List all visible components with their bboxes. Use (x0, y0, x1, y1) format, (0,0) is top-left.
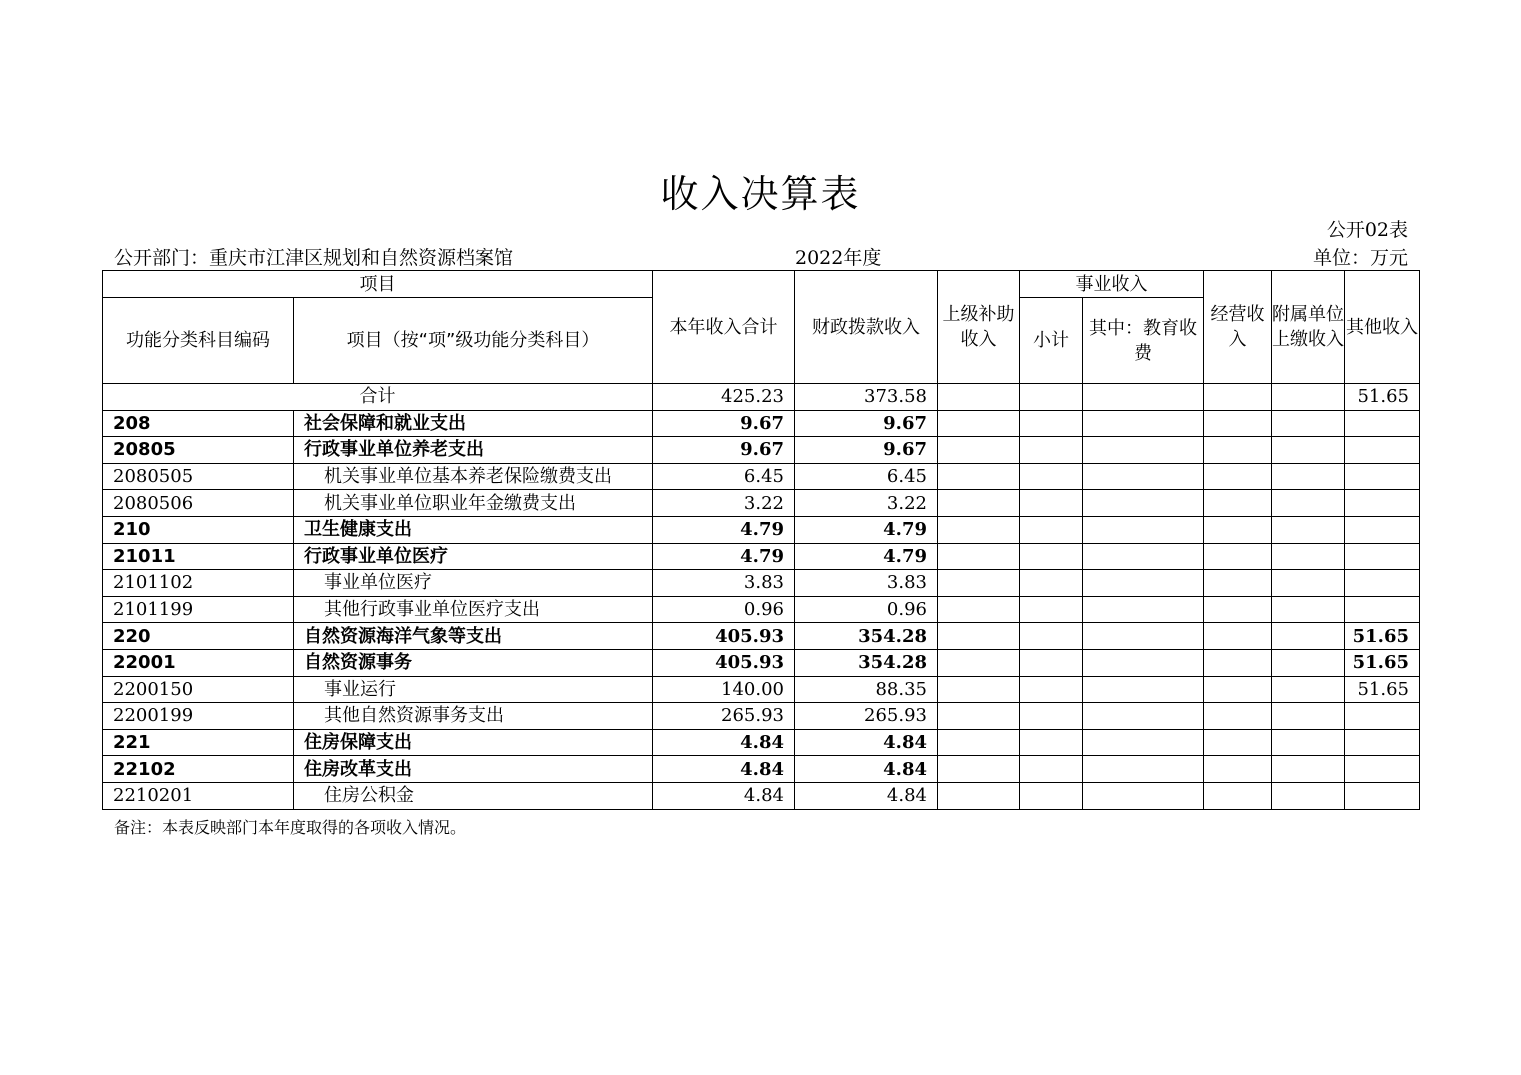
row-other (1345, 410, 1420, 437)
department-label: 公开部门：重庆市江津区规划和自然资源档案馆 (114, 247, 514, 269)
row-total: 4.84 (653, 729, 795, 756)
row-fiscal: 4.79 (795, 516, 938, 543)
row-fiscal: 354.28 (795, 623, 938, 650)
row-total: 405.93 (653, 623, 795, 650)
row-total: 4.79 (653, 516, 795, 543)
total-row (103, 384, 1420, 411)
row-name: 机关事业单位职业年金缴费支出 (294, 490, 653, 517)
row-code: 2210201 (103, 782, 294, 809)
row-total: 6.45 (653, 463, 795, 490)
table-row (103, 543, 1420, 570)
row-name: 住房保障支出 (294, 729, 653, 756)
row-other (1345, 437, 1420, 464)
row-fiscal: 4.79 (795, 543, 938, 570)
header-name: 项目（按“项”级功能分类科目） (294, 298, 653, 384)
row-code: 2101102 (103, 570, 294, 597)
row-name: 自然资源事务 (294, 649, 653, 676)
total-label: 合计 (103, 384, 653, 411)
row-code: 221 (103, 729, 294, 756)
row-total: 3.83 (653, 570, 795, 597)
row-code: 22102 (103, 756, 294, 783)
fiscal-year: 2022年度 (795, 247, 882, 269)
table-row (103, 782, 1420, 809)
page-title: 收入决算表 (660, 172, 861, 216)
row-name: 住房改革支出 (294, 756, 653, 783)
header-fiscal: 财政拨款收入 (795, 271, 938, 384)
row-code: 2200150 (103, 676, 294, 703)
table-row (103, 729, 1420, 756)
row-name: 行政事业单位医疗 (294, 543, 653, 570)
row-other (1345, 596, 1420, 623)
row-name: 自然资源海洋气象等支出 (294, 623, 653, 650)
row-other (1345, 543, 1420, 570)
row-total: 9.67 (653, 410, 795, 437)
row-name: 行政事业单位养老支出 (294, 437, 653, 464)
row-fiscal: 6.45 (795, 463, 938, 490)
table-row (103, 649, 1420, 676)
row-code: 21011 (103, 543, 294, 570)
row-fiscal: 4.84 (795, 782, 938, 809)
row-code: 2101199 (103, 596, 294, 623)
row-code: 2080506 (103, 490, 294, 517)
header-superior-subsidy: 上级补助收入 (938, 271, 1020, 384)
total-other-value: 51.65 (1345, 384, 1420, 411)
row-name: 社会保障和就业支出 (294, 410, 653, 437)
row-total: 4.79 (653, 543, 795, 570)
table-row (103, 596, 1420, 623)
income-table (102, 270, 1420, 810)
header-affiliated: 附属单位上缴收入 (1272, 271, 1345, 384)
row-total: 3.22 (653, 490, 795, 517)
row-name: 机关事业单位基本养老保险缴费支出 (294, 463, 653, 490)
header-total-income: 本年收入合计 (653, 271, 795, 384)
total-fiscal-value: 373.58 (795, 384, 938, 411)
row-other: 51.65 (1345, 649, 1420, 676)
row-total: 140.00 (653, 676, 795, 703)
table-row (103, 756, 1420, 783)
row-name: 事业运行 (294, 676, 653, 703)
row-name: 其他行政事业单位医疗支出 (294, 596, 653, 623)
row-fiscal: 4.84 (795, 756, 938, 783)
header-other: 其他收入 (1345, 271, 1420, 384)
row-fiscal: 265.93 (795, 703, 938, 730)
header-operating: 经营收入 (1204, 271, 1272, 384)
row-code: 20805 (103, 437, 294, 464)
row-fiscal: 4.84 (795, 729, 938, 756)
row-code: 210 (103, 516, 294, 543)
header-business-income: 事业收入 (1020, 271, 1204, 298)
table-row (103, 463, 1420, 490)
row-other (1345, 463, 1420, 490)
header-project: 项目 (103, 271, 653, 298)
table-row (103, 410, 1420, 437)
row-code: 2080505 (103, 463, 294, 490)
row-code: 2200199 (103, 703, 294, 730)
row-fiscal: 3.22 (795, 490, 938, 517)
row-other (1345, 756, 1420, 783)
unit-label: 单位：万元 (1312, 247, 1408, 269)
row-other: 51.65 (1345, 676, 1420, 703)
table-row (103, 623, 1420, 650)
row-name: 事业单位医疗 (294, 570, 653, 597)
row-other (1345, 516, 1420, 543)
row-name: 住房公积金 (294, 782, 653, 809)
total-income-value: 425.23 (653, 384, 795, 411)
row-total: 9.67 (653, 437, 795, 464)
table-row (103, 676, 1420, 703)
row-total: 4.84 (653, 756, 795, 783)
row-name: 其他自然资源事务支出 (294, 703, 653, 730)
row-code: 208 (103, 410, 294, 437)
row-other: 51.65 (1345, 623, 1420, 650)
row-fiscal: 88.35 (795, 676, 938, 703)
header-code: 功能分类科目编码 (103, 298, 294, 384)
row-total: 4.84 (653, 782, 795, 809)
row-code: 22001 (103, 649, 294, 676)
row-total: 0.96 (653, 596, 795, 623)
table-row (103, 437, 1420, 464)
header-subtotal: 小计 (1020, 298, 1083, 384)
row-fiscal: 9.67 (795, 410, 938, 437)
row-name: 卫生健康支出 (294, 516, 653, 543)
row-other (1345, 703, 1420, 730)
row-fiscal: 354.28 (795, 649, 938, 676)
row-other (1345, 490, 1420, 517)
row-other (1345, 782, 1420, 809)
footnote: 备注：本表反映部门本年度取得的各项收入情况。 (114, 818, 467, 837)
table-row (103, 570, 1420, 597)
row-total: 265.93 (653, 703, 795, 730)
table-row (103, 516, 1420, 543)
row-other (1345, 729, 1420, 756)
row-fiscal: 0.96 (795, 596, 938, 623)
row-code: 220 (103, 623, 294, 650)
row-other (1345, 570, 1420, 597)
header-education-fee: 其中：教育收费 (1083, 298, 1204, 384)
row-fiscal: 9.67 (795, 437, 938, 464)
row-fiscal: 3.83 (795, 570, 938, 597)
row-total: 405.93 (653, 649, 795, 676)
table-row (103, 703, 1420, 730)
table-row (103, 490, 1420, 517)
doc-code: 公开02表 (1326, 219, 1408, 241)
